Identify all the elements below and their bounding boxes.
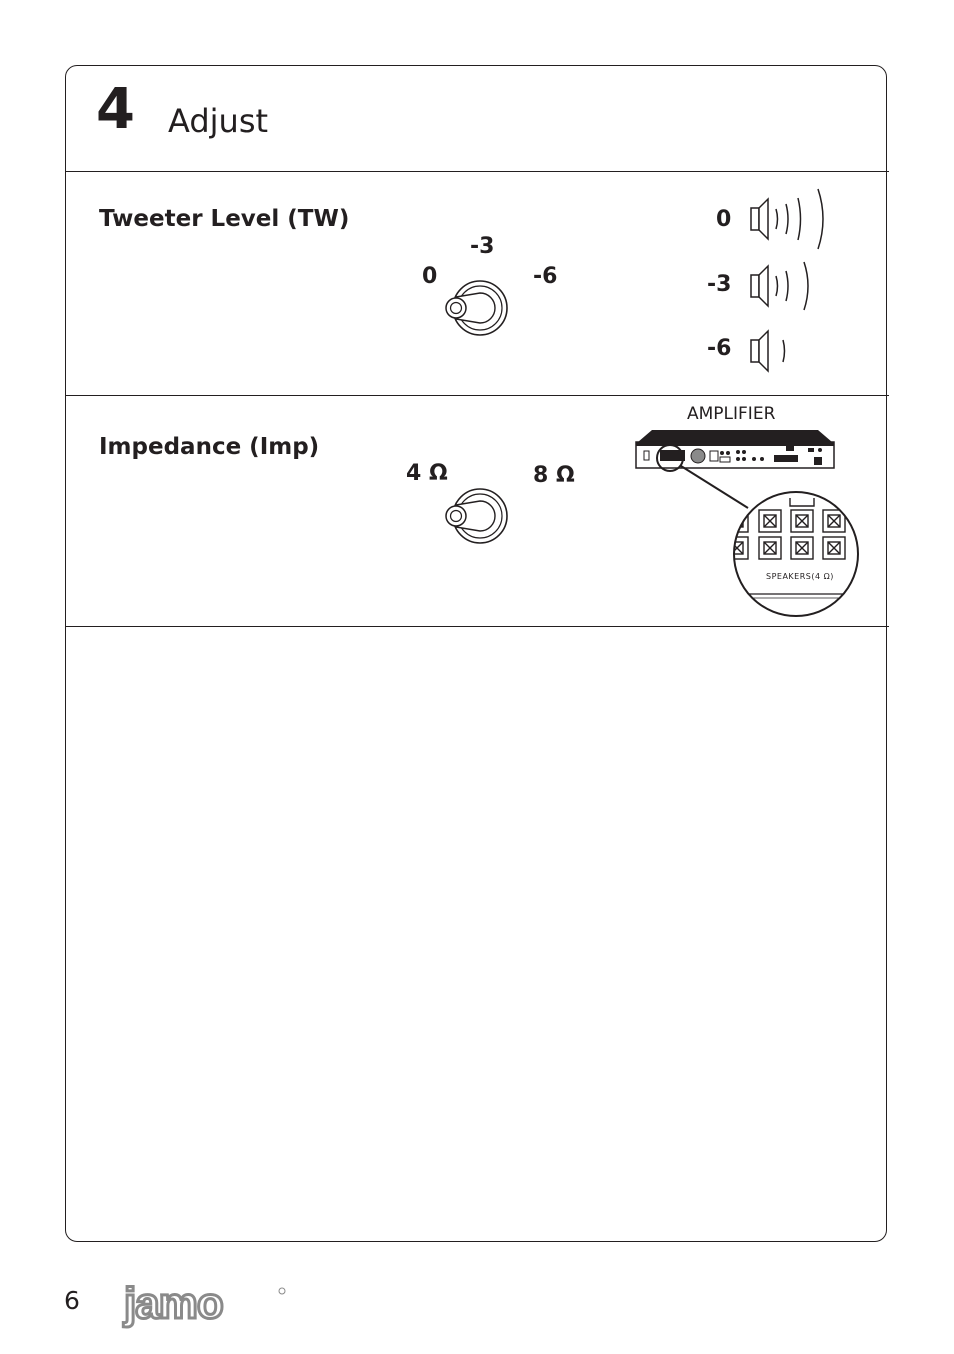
page-number: 6 (64, 1286, 80, 1315)
impedance-label: Impedance (Imp) (99, 434, 320, 460)
toggle-switch-icon (440, 280, 515, 336)
level-label-minus6: -6 (707, 336, 732, 361)
svg-text:jamo: jamo (124, 1279, 223, 1328)
amplifier-label: AMPLIFIER (687, 404, 776, 424)
toggle-switch-icon (440, 488, 515, 544)
divider (65, 395, 889, 396)
speaker-icon (748, 186, 833, 252)
tweeter-level-label: Tweeter Level (TW) (99, 206, 350, 232)
speaker-icon (748, 326, 793, 376)
impedance-switch-position-8ohm: 8 Ω (533, 463, 575, 488)
step-title: Adjust (168, 102, 269, 140)
impedance-switch-position-4ohm: 4 Ω (406, 461, 448, 486)
tweeter-switch-position-minus3: -3 (470, 234, 495, 259)
speakers-terminal-label: SPEAKERS(4 Ω) (766, 572, 834, 581)
tweeter-switch-position-0: 0 (422, 264, 438, 289)
jamo-logo (124, 1279, 289, 1328)
tweeter-switch-position-minus6: -6 (533, 264, 558, 289)
speaker-icon (748, 258, 823, 314)
amplifier-icon (630, 426, 860, 621)
level-label-0: 0 (716, 207, 732, 232)
divider (65, 626, 889, 627)
step-number: 4 (96, 77, 135, 142)
level-label-minus3: -3 (707, 272, 732, 297)
divider (65, 171, 889, 172)
